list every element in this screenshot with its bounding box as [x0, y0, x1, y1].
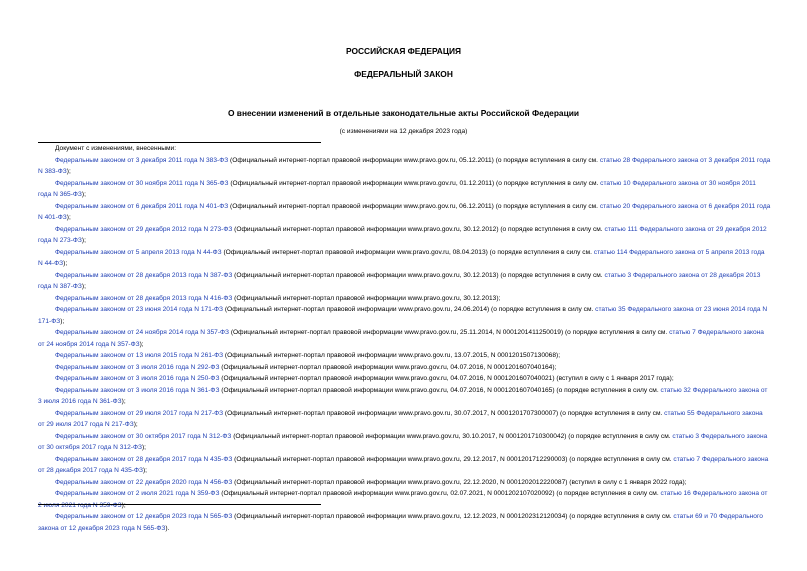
amendment-closing-text: );: [81, 191, 86, 198]
amendment-entry: [38, 155, 771, 178]
amendment-source-text: (Официальный интернет-портал правовой информации www.pravo.gov.ru, 06.12.2011) (о порядке вступления в силу см.: [228, 202, 600, 210]
amendment-entry: [38, 224, 771, 247]
amending-law-link[interactable]: Федеральным законом от 6 декабря 2011 года N 401-ФЗ: [55, 202, 229, 210]
amending-law-link[interactable]: Федеральным законом от 29 декабря 2012 года N 273-ФЗ: [55, 225, 233, 233]
amendment-entry: [38, 362, 771, 374]
amending-law-link[interactable]: Федеральным законом от 23 июня 2014 года N 171-ФЗ: [55, 306, 224, 313]
amending-law-link[interactable]: Федеральным законом от 28 декабря 2013 года N 416-ФЗ: [55, 294, 233, 302]
amendment-source-text: (Официальный интернет-портал правовой информации www.pravo.gov.ru, 30.12.2012) (о порядке вступления в силу см.: [232, 225, 605, 233]
amending-law-link[interactable]: Федеральным законом от 13 июля 2015 года N 261-ФЗ: [55, 352, 224, 359]
amendment-source-text: (Официальный интернет-портал правовой информации www.pravo.gov.ru, 08.04.2013) (о порядке вступления в силу см.: [221, 248, 594, 256]
article-reference-link[interactable]: статью 3 Федерального закона от 28 декабря 2013 года N 387-ФЗ: [38, 271, 761, 290]
amending-law-link[interactable]: Федеральным законом от 28 декабря 2013 года N 387-ФЗ: [55, 271, 233, 279]
article-reference-link[interactable]: статьи 69 и 70 Федерального закона от 12 декабря 2023 года N 565-ФЗ: [38, 513, 763, 532]
amendment-source-text: (Официальный интернет-портал правовой информации www.pravo.gov.ru, 30.10.2017, N 0001201710300042) (о порядке вступления в силу см.: [231, 432, 673, 440]
amendment-source-text: (Официальный интернет-портал правовой информации www.pravo.gov.ru, 29.12.2017, N 0001201712290003) (о порядке вступления в силу см.: [232, 455, 674, 463]
amendments-intro: Документ с изменениями, внесенными:: [55, 145, 177, 152]
amendment-entry: [38, 270, 771, 293]
amendment-closing-text: );: [60, 317, 65, 325]
amendment-closing-text: );: [81, 237, 86, 244]
amending-law-link[interactable]: Федеральным законом от 28 декабря 2017 года N 435-ФЗ: [55, 455, 233, 463]
amendment-entry: [38, 178, 771, 201]
amendment-source-text: (Официальный интернет-портал правовой информации www.pravo.gov.ru, 04.07.2016, N 0001201607040021) (вступил в силу с 1 января 2017 года);: [219, 375, 674, 382]
amendment-entry: [38, 304, 771, 327]
amendment-closing-text: );: [141, 444, 146, 451]
amendment-entry: [38, 327, 771, 350]
amendment-entry: [38, 350, 771, 362]
amendment-source-text: (Официальный интернет-портал правовой информации www.pravo.gov.ru, 02.07.2021, N 0001202107020092) (о порядке вступления в силу см.: [219, 490, 661, 497]
article-reference-link[interactable]: статью 3 Федерального закона от 30 октября 2017 года N 312-ФЗ: [38, 432, 768, 451]
amending-law-link[interactable]: Федеральным законом от 3 июля 2016 года N 250-ФЗ: [55, 375, 220, 382]
amending-law-link[interactable]: Федеральным законом от 29 июля 2017 года N 217-ФЗ: [55, 409, 224, 417]
amendment-entry: [38, 431, 771, 454]
amendment-closing-text: );: [66, 168, 71, 175]
amendment-source-text: (Официальный интернет-портал правовой информации www.pravo.gov.ru, 30.12.2013) (о порядке вступления в силу см.: [232, 271, 605, 279]
amendment-source-text: (Официальный интернет-портал правовой информации www.pravo.gov.ru, 04.07.2016, N 0001201607040164);: [219, 363, 557, 371]
article-reference-link[interactable]: статью 16 Федерального закона от 2 июля 2021 года N 359-ФЗ: [38, 490, 768, 509]
amendment-source-text: (Официальный интернет-портал правовой информации www.pravo.gov.ru, 12.12.2023, N 0001202312120034) (о порядке вступления в силу см.: [232, 513, 674, 520]
amendment-source-text: (Официальный интернет-портал правовой информации www.pravo.gov.ru, 13.07.2015, N 0001201507130068);: [223, 352, 561, 359]
amendment-closing-text: );: [133, 421, 138, 428]
amendment-closing-text: );: [142, 467, 147, 474]
article-reference-link[interactable]: статью 10 Федерального закона от 30 ноября 2011 года N 365-ФЗ: [38, 179, 756, 198]
amendment-source-text: (Официальный интернет-портал правовой информации www.pravo.gov.ru, 05.12.2011) (о порядке вступления в силу см.: [228, 156, 600, 164]
amendment-closing-text: ).: [165, 524, 170, 532]
amendment-source-text: (Официальный интернет-портал правовой информации www.pravo.gov.ru, 22.12.2020, N 0001202012220087) (вступил в силу с 1 января 2022 года);: [232, 478, 687, 486]
amendment-entry: [38, 511, 771, 534]
country-header: РОССИЙСКАЯ ФЕДЕРАЦИЯ: [345, 46, 462, 56]
amendment-entry: [38, 488, 771, 511]
article-reference-link[interactable]: статью 32 Федерального закона от 3 июля 2016 года N 361-ФЗ: [38, 386, 768, 405]
revision-note: (с изменениями на 12 декабря 2023 года): [339, 128, 468, 135]
article-reference-link[interactable]: статью 20 Федерального закона от 6 декабря 2011 года N 401-ФЗ: [38, 202, 771, 221]
amending-law-link[interactable]: Федеральным законом от 3 декабря 2011 года N 383-ФЗ: [55, 156, 229, 164]
amendment-source-text: (Официальный интернет-портал правовой информации www.pravo.gov.ru, 24.06.2014) (о порядке вступления в силу см.: [223, 306, 596, 313]
amending-law-link[interactable]: Федеральным законом от 5 апреля 2013 года N 44-ФЗ: [55, 248, 222, 256]
amendments-list: [38, 155, 771, 535]
amendment-closing-text: );: [121, 398, 126, 405]
amending-law-link[interactable]: Федеральным законом от 12 декабря 2023 года N 565-ФЗ: [55, 513, 233, 520]
article-reference-link[interactable]: статью 114 Федерального закона от 5 апреля 2013 года N 44-ФЗ: [38, 248, 765, 267]
amendments-block: [38, 143, 771, 534]
amendment-source-text: (Официальный интернет-портал правовой информации www.pravo.gov.ru, 30.07.2017, N 0001201707300007) (о порядке вступления в силу см.: [223, 409, 665, 417]
amending-law-link[interactable]: Федеральным законом от 2 июля 2021 года N 359-ФЗ: [55, 490, 220, 497]
amendment-closing-text: );: [66, 214, 71, 221]
document-title: О внесении изменений в отдельные законодательные акты Российской Федерации: [227, 108, 580, 118]
amendment-entry: [38, 408, 771, 431]
article-reference-link[interactable]: статью 7 Федерального закона от 24 ноября 2014 года N 357-ФЗ: [38, 329, 764, 348]
amending-law-link[interactable]: Федеральным законом от 3 июля 2016 года N 361-ФЗ: [55, 386, 220, 394]
amendment-entry: [38, 373, 771, 385]
article-reference-link[interactable]: статью 55 Федерального закона от 29 июля 2017 года N 217-ФЗ: [38, 409, 763, 428]
amendment-entry: [38, 477, 771, 489]
bottom-divider: [38, 504, 321, 505]
amending-law-link[interactable]: Федеральным законом от 22 декабря 2020 года N 456-ФЗ: [55, 478, 233, 486]
amending-law-link[interactable]: Федеральным законом от 3 июля 2016 года N 292-ФЗ: [55, 363, 220, 371]
amending-law-link[interactable]: Федеральным законом от 30 ноября 2011 года N 365-ФЗ: [55, 179, 229, 187]
article-reference-link[interactable]: статью 28 Федерального закона от 3 декабря 2011 года N 383-ФЗ: [38, 156, 771, 175]
amendment-source-text: (Официальный интернет-портал правовой информации www.pravo.gov.ru, 04.07.2016, N 0001201607040165) (о порядке вступления в силу см.: [219, 386, 661, 394]
law-type-header: ФЕДЕРАЛЬНЫЙ ЗАКОН: [354, 69, 453, 79]
amending-law-link[interactable]: Федеральным законом от 24 ноября 2014 года N 357-ФЗ: [55, 329, 230, 336]
amendment-closing-text: );: [121, 501, 126, 509]
amendment-closing-text: );: [81, 283, 86, 290]
amendment-source-text: (Официальный интернет-портал правовой информации www.pravo.gov.ru, 30.12.2013);: [232, 294, 501, 302]
amendment-entry: [38, 385, 771, 408]
amendment-entry: [38, 201, 771, 224]
amending-law-link[interactable]: Федеральным законом от 30 октября 2017 года N 312-ФЗ: [55, 432, 232, 440]
amendment-entry: [38, 247, 771, 270]
amendment-source-text: (Официальный интернет-портал правовой информации www.pravo.gov.ru, 01.12.2011) (о порядке вступления в силу см.: [228, 179, 601, 187]
amendment-closing-text: );: [63, 260, 68, 267]
article-reference-link[interactable]: статью 111 Федерального закона от 29 декабря 2012 года N 273-ФЗ: [38, 225, 767, 244]
article-reference-link[interactable]: статью 7 Федерального закона от 28 декабря 2017 года N 435-ФЗ: [38, 455, 769, 474]
article-reference-link[interactable]: статью 35 Федерального закона от 23 июня 2014 года N 171-ФЗ: [38, 306, 768, 325]
amendment-closing-text: );: [139, 340, 144, 348]
amendment-entry: [38, 454, 771, 477]
amendment-entry: [38, 293, 771, 305]
amendment-source-text: (Официальный интернет-портал правовой информации www.pravo.gov.ru, 25.11.2014, N 0001201411250019) (о порядке вступления в силу см.: [229, 329, 670, 336]
